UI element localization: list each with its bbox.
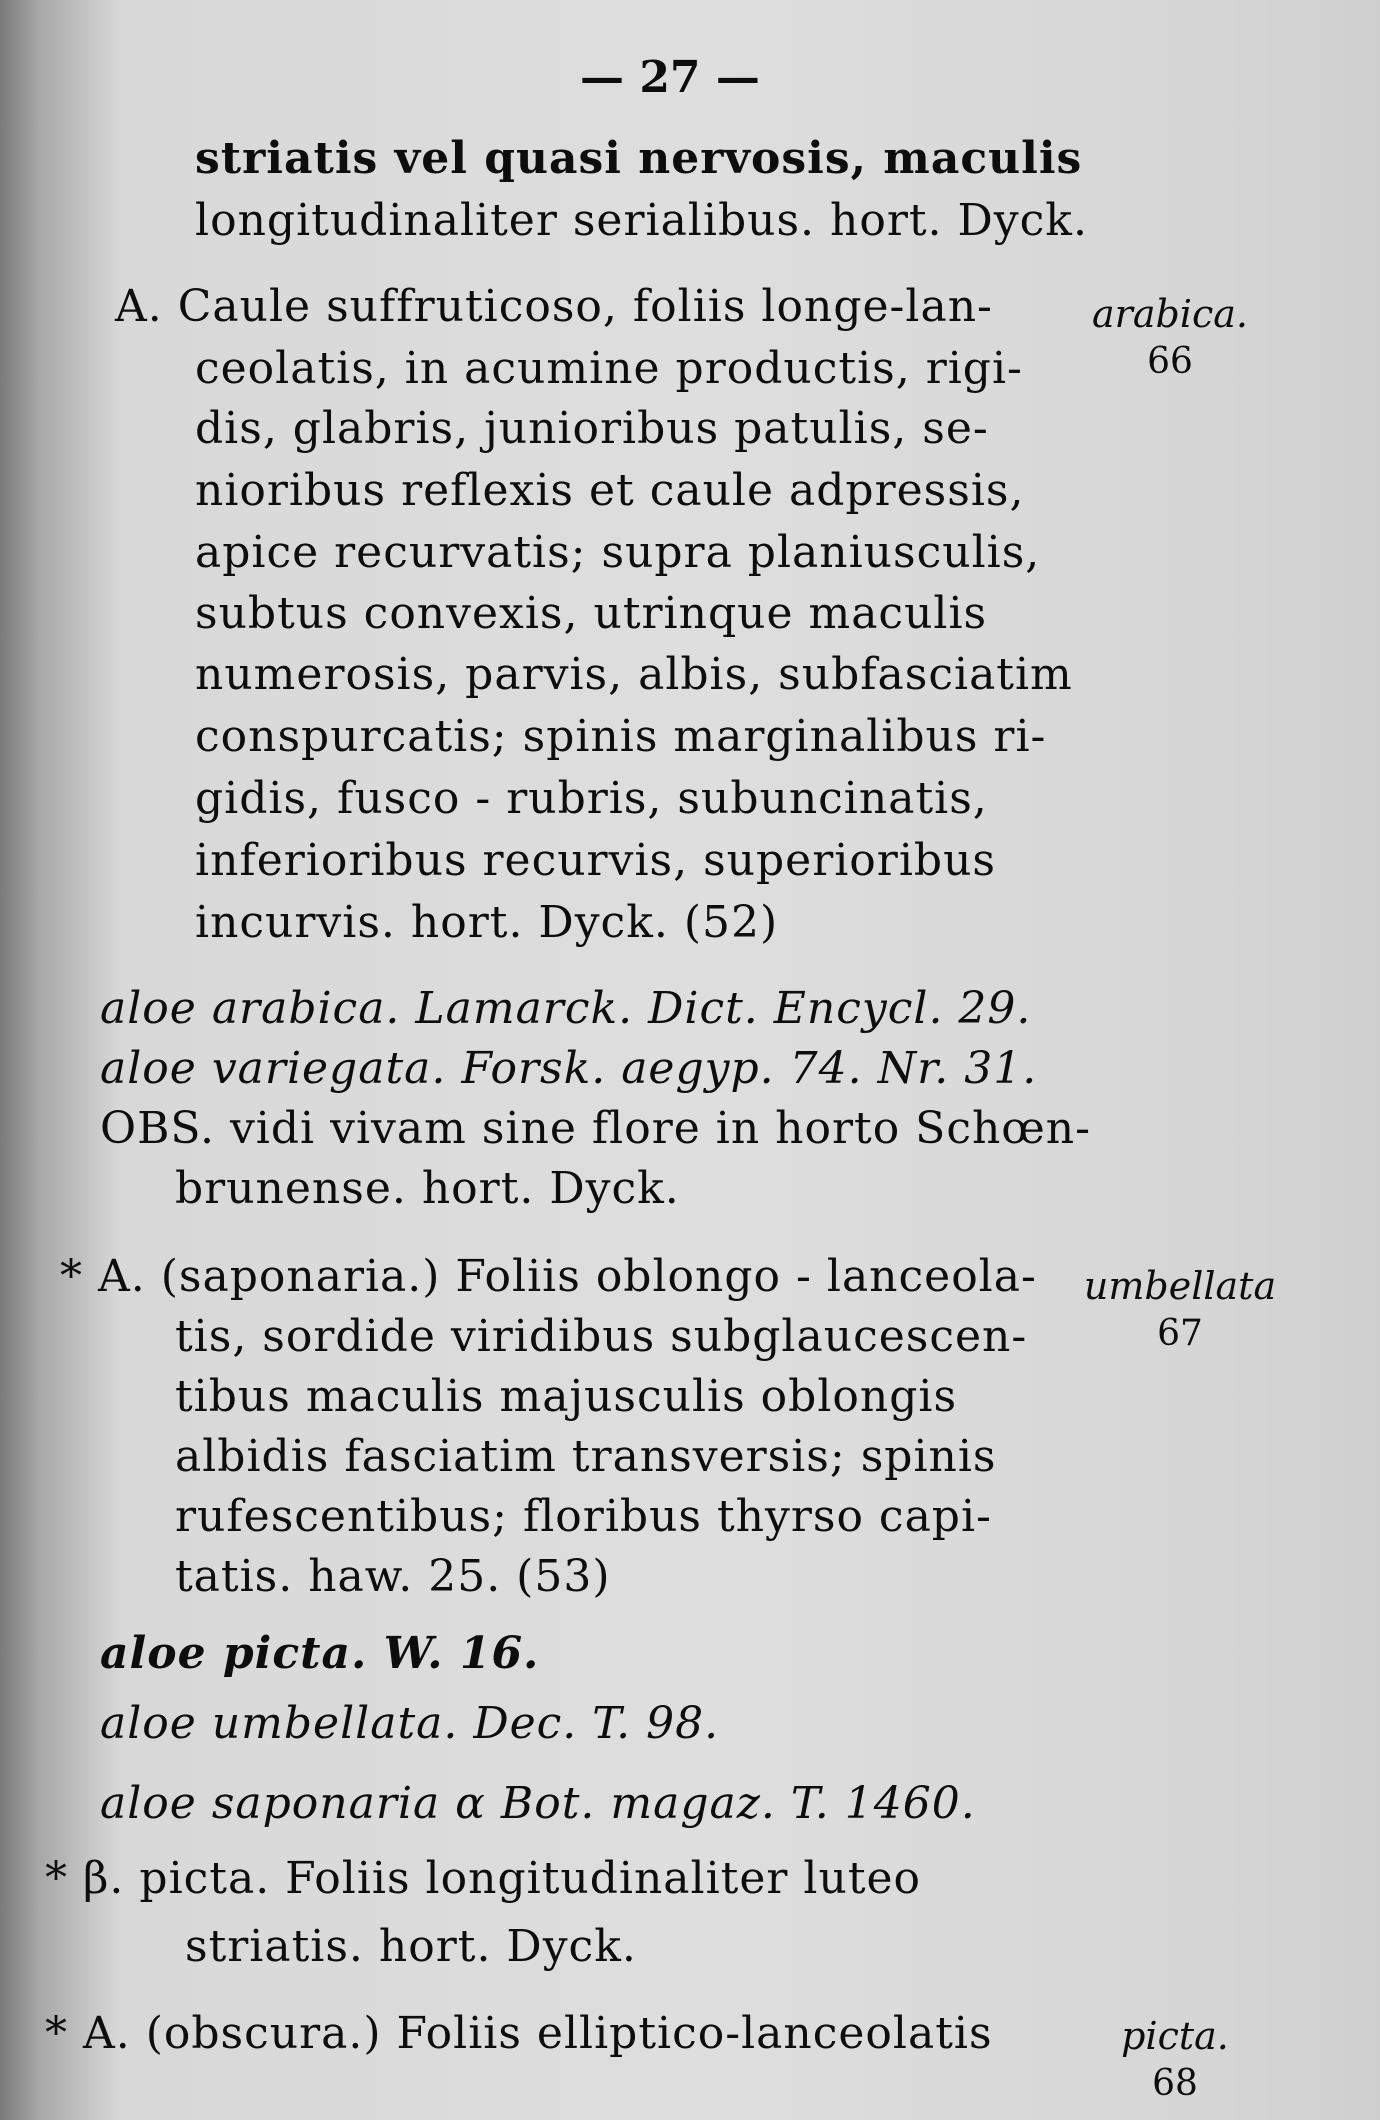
text-line: tatis. haw. 25. (53): [175, 1551, 611, 1602]
text-line: brunense. hort. Dyck.: [175, 1163, 680, 1214]
margin-note: [1080, 1262, 1280, 1358]
margin-note: [1075, 2012, 1275, 2108]
text-line: OBS. vidi vivam sine flore in horto Schœn-: [100, 1103, 1092, 1154]
text-line: rufescentibus; floribus thyrso capi-: [175, 1491, 992, 1542]
text-line: tibus maculis majusculis oblongis: [175, 1371, 958, 1422]
text-line: longitudinaliter serialibus. hort. Dyck.: [195, 195, 1088, 246]
text-line: * A. (saponaria.) Foliis oblongo - lanceola-: [60, 1251, 1037, 1302]
text-line: aloe saponaria α Bot. magaz. T. 1460.: [100, 1778, 976, 1829]
text-line: incurvis. hort. Dyck. (52): [195, 897, 779, 948]
text-line: striatis vel quasi nervosis, maculis: [195, 133, 1083, 184]
text-line: conspurcatis; spinis marginalibus ri-: [195, 711, 1047, 762]
margin-note-name: umbellata: [1083, 1264, 1277, 1308]
text-line: inferioribus recurvis, superioribus: [195, 835, 996, 886]
text-line: aloe variegata. Forsk. aegyp. 74. Nr. 31.: [100, 1043, 1038, 1094]
page-number: — 27 —: [580, 52, 760, 103]
text-line: * A. (obscura.) Foliis elliptico-lanceolatis: [45, 2008, 993, 2059]
margin-note-name: picta.: [1121, 2014, 1229, 2058]
text-line: aloe picta. W. 16.: [100, 1628, 540, 1679]
text-line: dis, glabris, junioribus patulis, se-: [195, 403, 989, 454]
text-line: nioribus reflexis et caule adpressis,: [195, 465, 1025, 516]
text-line: striatis. hort. Dyck.: [185, 1921, 637, 1972]
text-line: A. Caule suffruticoso, foliis longe-lan-: [115, 281, 993, 332]
text-line: tis, sordide viridibus subglaucescen-: [175, 1311, 1028, 1362]
margin-note-name: arabica.: [1092, 292, 1248, 336]
text-line: apice recurvatis; supra planiusculis,: [195, 527, 1041, 578]
margin-note-number: 66: [1147, 341, 1193, 382]
text-line: numerosis, parvis, albis, subfasciatim: [195, 649, 1073, 700]
margin-note-number: 68: [1152, 2063, 1198, 2104]
text-line: albidis fasciatim transversis; spinis: [175, 1431, 997, 1482]
text-line: gidis, fusco - rubris, subuncinatis,: [195, 773, 988, 824]
text-line: aloe umbellata. Dec. T. 98.: [100, 1698, 720, 1749]
margin-note: [1070, 290, 1270, 386]
margin-note-number: 67: [1157, 1313, 1203, 1354]
text-line: ceolatis, in acumine productis, rigi-: [195, 343, 1023, 394]
text-line: aloe arabica. Lamarck. Dict. Encycl. 29.: [100, 983, 1032, 1034]
text-line: subtus convexis, utrinque maculis: [195, 588, 988, 639]
text-line: * β. picta. Foliis longitudinaliter luteo: [45, 1853, 922, 1904]
